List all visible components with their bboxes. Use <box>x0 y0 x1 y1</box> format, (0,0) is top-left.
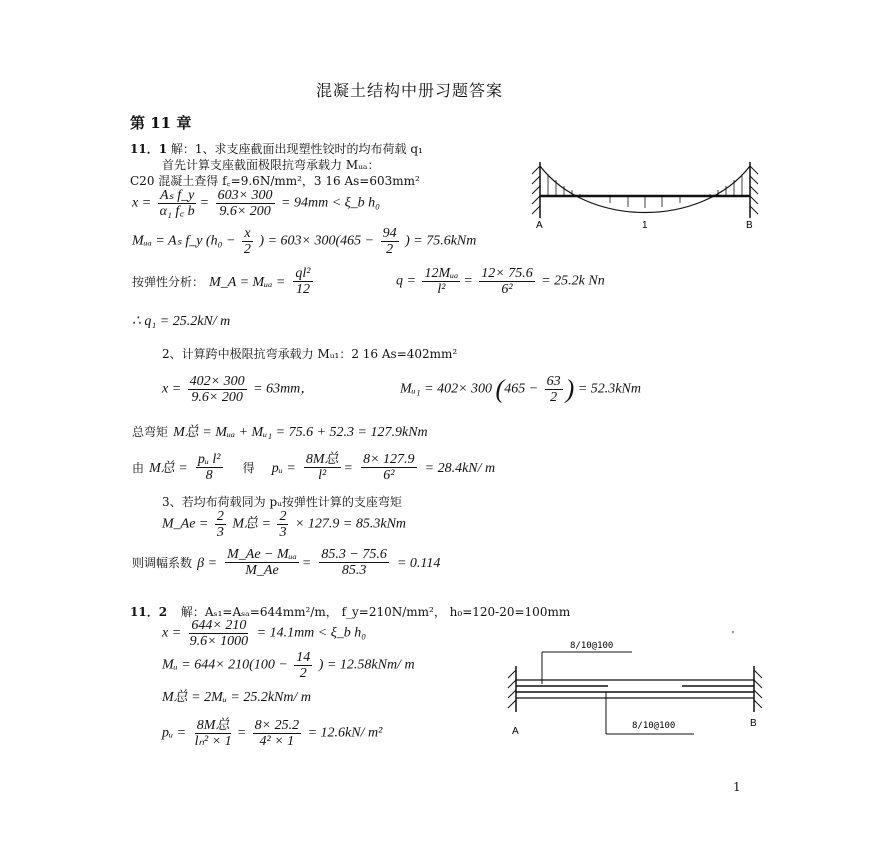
chapter-heading: 第 11 章 <box>130 114 192 132</box>
eq-q: q = $\frac{\text{12Mᵤₐ}}{\text{l²}}$ = $\frac{12\times 75.6}{\text{6²}}$ = 25.2k Nn <box>396 266 605 297</box>
slab-reinforcement-diagram <box>498 628 774 744</box>
eq-mt: M总 = 2Mᵤ = 25.2kNm/ m <box>162 690 311 705</box>
support-label-b: B <box>746 220 753 231</box>
intro-text: 解：1、求支座截面出现塑性铰时的均布荷载 q₁ <box>170 142 423 156</box>
eq-x2: x = $\frac{402\times 300}{9.6\times 200}$ = 63mm， <box>162 374 315 405</box>
eq-x: x = $\frac{\text{Aₛ f\_y}}{\text{α₁ f꜀ b}}$ = $\frac{603\times 300}{9.6\times 200}$ = 94mm < ξ_b h₀ <box>132 188 381 219</box>
eq-pu2: pᵤ = $\frac{\text{8M总}}{\text{lₙ² × 1}}$ = $\frac{8\times 25.2}{\text{4² × 1}}$ = 12.6kN/ m² <box>162 718 383 749</box>
top-rebar-label: 8/10@100 <box>570 641 614 651</box>
support-capacity-line: 首先计算支座截面极限抗弯承载力 Mᵤₐ： <box>162 158 380 172</box>
problem-number: 11．2 <box>130 605 168 619</box>
eq-elastic: 按弹性分析： M_A = Mᵤₐ = $\frac{\text{ql²}}{12}$ <box>132 266 311 297</box>
support-label-b: B <box>750 718 757 729</box>
stray-mark: ' <box>732 630 734 641</box>
eq-x3: x = $\frac{644\times 210}{9.6\times 1000}$ = 14.1mm < ξ_b h₀ <box>162 618 367 649</box>
eq-pu: 由 M总 = $\frac{\text{pᵤ l²}}{8}$ 得 pᵤ = $\frac{\text{8M总}}{\text{l²}}$ = $\frac{8\times 127.9}{\text{6²}}$ = 28.4kN/ m <box>132 452 496 483</box>
problem-number: 11．1 <box>130 142 168 156</box>
eq-q1: ∴ q₁ = 25.2kN/ m <box>132 314 231 329</box>
page-title: 混凝土结构中册习题答案 <box>316 81 504 100</box>
eq-mu1: Mᵤ₁ = 402× 300 (465 − $\frac{63}{2}$ ) = 52.3kNm <box>400 374 641 405</box>
eq-mu: Mᵤ = 644× 210(100 − $\frac{14}{2}$ ) = 12.58kNm/ m <box>162 650 415 681</box>
problem-11-1-intro <box>130 140 423 157</box>
eq-beta: 则调幅系数 β = $\frac{\text{M\_Ae − Mᵤₐ}}{M\_Ae}$ = $\frac{85.3 - 75.6}{85.3}$ = 0.114 <box>132 547 441 578</box>
support-label-a: A <box>536 220 543 231</box>
page-number: 1 <box>733 780 741 794</box>
intro-text: 解：Aₛ₁=Aₛₐ=644mm²/m， f_y=210N/mm²， h₀=120-20=100mm <box>180 605 571 619</box>
concrete-line: C20 混凝土查得 f꜀=9.6N/mm²，3 16 As=603mm² <box>130 174 420 188</box>
span-label-1: 1 <box>642 220 648 231</box>
eq-mae: M_Ae = $\frac{2}{3}$ M总 = $\frac{2}{3}$ × 127.9 = 85.3kNm <box>162 509 407 540</box>
eq-mua: Mᵤₐ = Aₛ f_y (h₀ − $\frac{x}{2}$ ) = 603× 300(465 − $\frac{94}{2}$ ) = 75.6kNm <box>132 226 477 257</box>
eq-total: 总弯矩 M总 = Mᵤₐ + Mᵤ₁ = 75.6 + 52.3 = 127.9kNm <box>132 425 428 440</box>
step-3: 3、若均布荷载同为 pᵤ按弹性计算的支座弯矩 <box>162 495 402 509</box>
beam-moment-diagram <box>518 158 772 234</box>
bottom-rebar-label: 8/10@100 <box>632 721 676 731</box>
support-label-a: A <box>512 726 519 737</box>
step-2: 2、计算跨中极限抗弯承载力 Mᵤ₁：2 16 As=402mm² <box>162 347 458 361</box>
